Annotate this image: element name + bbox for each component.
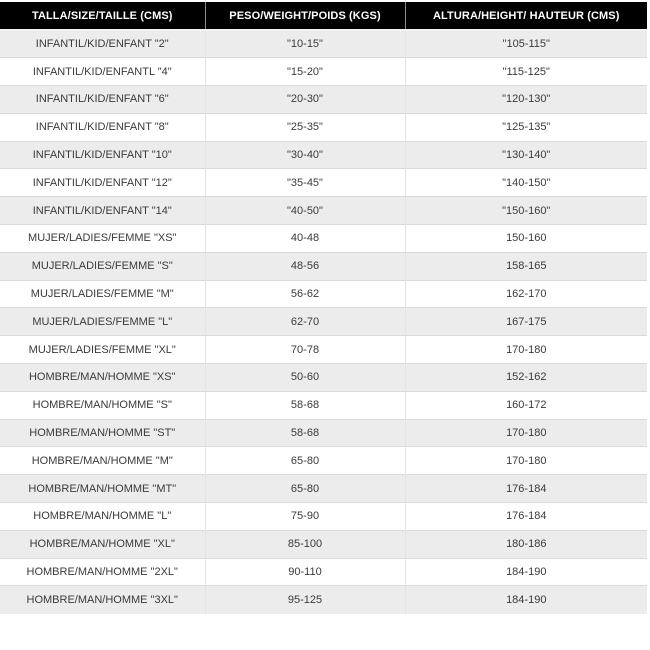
height-cell: 162-170 <box>405 280 647 308</box>
weight-cell: 90-110 <box>205 558 405 586</box>
height-cell: 158-165 <box>405 252 647 280</box>
weight-cell: 95-125 <box>205 586 405 614</box>
table-row <box>0 530 647 558</box>
weight-cell: 50-60 <box>205 364 405 392</box>
weight-cell: 70-78 <box>205 336 405 364</box>
table-row <box>0 558 647 586</box>
table-row <box>0 391 647 419</box>
table-row <box>0 169 647 197</box>
height-cell: "115-125" <box>405 58 647 86</box>
table-row <box>0 280 647 308</box>
size-cell: MUJER/LADIES/FEMME "XS" <box>0 225 205 253</box>
header-weight-column: PESO/WEIGHT/POIDS (KGS) <box>205 2 405 30</box>
height-cell: "150-160" <box>405 197 647 225</box>
size-cell: MUJER/LADIES/FEMME "XL" <box>0 336 205 364</box>
table-row <box>0 30 647 58</box>
size-cell: HOMBRE/MAN/HOMME "S" <box>0 391 205 419</box>
header-row <box>0 2 647 30</box>
height-cell: 176-184 <box>405 475 647 503</box>
size-cell: HOMBRE/MAN/HOMME "M" <box>0 447 205 475</box>
weight-cell: 85-100 <box>205 530 405 558</box>
table-row <box>0 86 647 114</box>
table-row <box>0 197 647 225</box>
size-cell: HOMBRE/MAN/HOMME "MT" <box>0 475 205 503</box>
header-height-column: ALTURA/HEIGHT/ HAUTEUR (CMS) <box>405 2 647 30</box>
weight-cell: "20-30" <box>205 86 405 114</box>
height-cell: "105-115" <box>405 30 647 58</box>
size-cell: INFANTIL/KID/ENFANT "8" <box>0 113 205 141</box>
table-row <box>0 58 647 86</box>
size-cell: HOMBRE/MAN/HOMME "XS" <box>0 364 205 392</box>
table-row <box>0 503 647 531</box>
weight-cell: "15-20" <box>205 58 405 86</box>
weight-cell: 40-48 <box>205 225 405 253</box>
size-cell: HOMBRE/MAN/HOMME "L" <box>0 503 205 531</box>
weight-cell: 58-68 <box>205 419 405 447</box>
size-cell: HOMBRE/MAN/HOMME "3XL" <box>0 586 205 614</box>
size-cell: INFANTIL/KID/ENFANT "12" <box>0 169 205 197</box>
size-cell: INFANTIL/KID/ENFANT "14" <box>0 197 205 225</box>
table-row <box>0 475 647 503</box>
height-cell: 160-172 <box>405 391 647 419</box>
table-row <box>0 586 647 614</box>
size-chart-table <box>0 2 647 614</box>
height-cell: 184-190 <box>405 558 647 586</box>
size-cell: HOMBRE/MAN/HOMME "ST" <box>0 419 205 447</box>
height-cell: 152-162 <box>405 364 647 392</box>
size-cell: INFANTIL/KID/ENFANT "2" <box>0 30 205 58</box>
size-cell: INFANTIL/KID/ENFANT "6" <box>0 86 205 114</box>
height-cell: 170-180 <box>405 336 647 364</box>
height-cell: 167-175 <box>405 308 647 336</box>
size-cell: HOMBRE/MAN/HOMME "XL" <box>0 530 205 558</box>
table-row <box>0 141 647 169</box>
table-row <box>0 225 647 253</box>
weight-cell: "10-15" <box>205 30 405 58</box>
table-row <box>0 447 647 475</box>
height-cell: "130-140" <box>405 141 647 169</box>
weight-cell: "25-35" <box>205 113 405 141</box>
height-cell: 170-180 <box>405 447 647 475</box>
height-cell: 176-184 <box>405 503 647 531</box>
weight-cell: "40-50" <box>205 197 405 225</box>
size-cell: INFANTIL/KID/ENFANT "10" <box>0 141 205 169</box>
height-cell: 180-186 <box>405 530 647 558</box>
table-row <box>0 252 647 280</box>
size-cell: MUJER/LADIES/FEMME "S" <box>0 252 205 280</box>
size-cell: MUJER/LADIES/FEMME "L" <box>0 308 205 336</box>
weight-cell: 58-68 <box>205 391 405 419</box>
weight-cell: "30-40" <box>205 141 405 169</box>
weight-cell: 75-90 <box>205 503 405 531</box>
header-size-column: TALLA/SIZE/TAILLE (CMS) <box>0 2 205 30</box>
height-cell: "140-150" <box>405 169 647 197</box>
size-cell: HOMBRE/MAN/HOMME "2XL" <box>0 558 205 586</box>
table-row <box>0 113 647 141</box>
table-row <box>0 336 647 364</box>
height-cell: 170-180 <box>405 419 647 447</box>
table-row <box>0 419 647 447</box>
weight-cell: 65-80 <box>205 475 405 503</box>
size-cell: MUJER/LADIES/FEMME "M" <box>0 280 205 308</box>
height-cell: 150-160 <box>405 225 647 253</box>
weight-cell: 48-56 <box>205 252 405 280</box>
size-cell: INFANTIL/KID/ENFANTL "4" <box>0 58 205 86</box>
table-body <box>0 30 647 614</box>
height-cell: "125-135" <box>405 113 647 141</box>
table-header <box>0 2 647 30</box>
weight-cell: 62-70 <box>205 308 405 336</box>
weight-cell: 56-62 <box>205 280 405 308</box>
weight-cell: 65-80 <box>205 447 405 475</box>
table-row <box>0 364 647 392</box>
height-cell: 184-190 <box>405 586 647 614</box>
height-cell: "120-130" <box>405 86 647 114</box>
weight-cell: "35-45" <box>205 169 405 197</box>
table-row <box>0 308 647 336</box>
